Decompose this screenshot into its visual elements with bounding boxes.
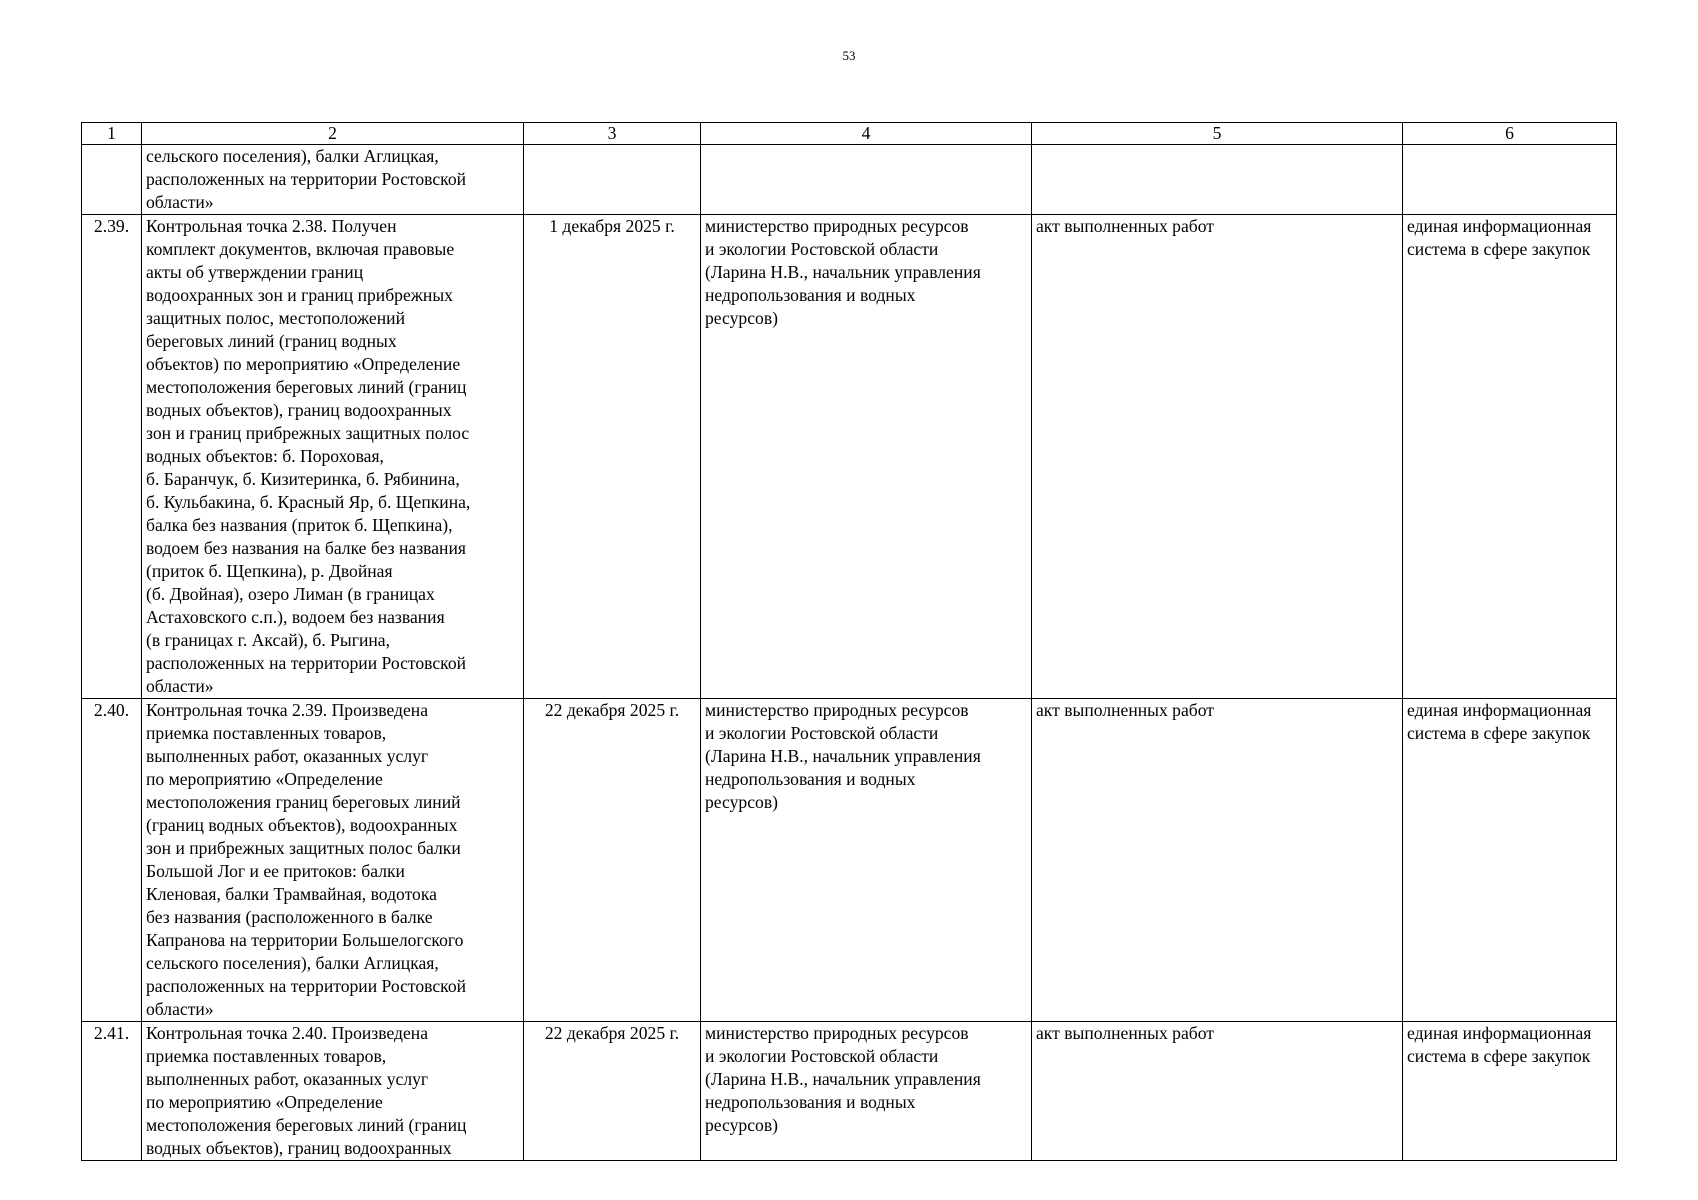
document-cell: [1032, 145, 1403, 215]
system-cell: единая информационная система в сфере закупок: [1403, 699, 1617, 1022]
column-header: 5: [1032, 123, 1403, 145]
table-row: [82, 215, 1617, 699]
description-cell: Контрольная точка 2.40. Произведена приемка поставленных товаров, выполненных работ, оказанных услуг по мероприятию «Определение местоположения береговых линий (границ водных объектов), границ водоохранных: [142, 1022, 524, 1161]
table-row: [82, 1022, 1617, 1161]
system-cell: единая информационная система в сфере закупок: [1403, 1022, 1617, 1161]
table-row: [82, 145, 1617, 215]
description-cell: Контрольная точка 2.38. Получен комплект документов, включая правовые акты об утверждении границ водоохранных зон и границ прибрежных защитных полос, местоположений береговых линий (границ водных объектов) по мероприятию «Определение местоположения береговых линий (границ водных объектов), границ водоохранных зон и границ прибрежных защитных полос водных объектов: б. Пороховая, б. Баранчук, б. Кизитеринка, б. Рябинина, б. Кульбакина, б. Красный Яр, б. Щепкина, балка без названия (приток б. Щепкина), водоем без названия на балке без названия (приток б. Щепкина), р. Двойная (б. Двойная), озеро Лиман (в границах Астаховского с.п.), водоем без названия (в границах г. Аксай), б. Рыгина, расположенных на территории Ростовской области»: [142, 215, 524, 699]
date-cell: 22 декабря 2025 г.: [524, 1022, 701, 1161]
column-header: 6: [1403, 123, 1617, 145]
plan-table: [81, 122, 1617, 1161]
description-cell: Контрольная точка 2.39. Произведена приемка поставленных товаров, выполненных работ, оказанных услуг по мероприятию «Определение местоположения границ береговых линий (границ водных объектов), водоохранных зон и прибрежных защитных полос балки Большой Лог и ее притоков: балки Кленовая, балки Трамвайная, водотока без названия (расположенного в балке Капранова на территории Большелогского сельского поселения), балки Аглицкая, расположенных на территории Ростовской области»: [142, 699, 524, 1022]
table-row: [82, 699, 1617, 1022]
column-header: 3: [524, 123, 701, 145]
row-number-cell: 2.39.: [82, 215, 142, 699]
system-cell: единая информационная система в сфере закупок: [1403, 215, 1617, 699]
row-number-cell: [82, 145, 142, 215]
responsible-cell: министерство природных ресурсов и экологии Ростовской области (Ларина Н.В., начальник управления недропользования и водных ресурсов): [701, 699, 1032, 1022]
document-cell: акт выполненных работ: [1032, 1022, 1403, 1161]
date-cell: 22 декабря 2025 г.: [524, 699, 701, 1022]
system-cell: [1403, 145, 1617, 215]
column-header: 1: [82, 123, 142, 145]
responsible-cell: министерство природных ресурсов и экологии Ростовской области (Ларина Н.В., начальник управления недропользования и водных ресурсов): [701, 215, 1032, 699]
responsible-cell: министерство природных ресурсов и экологии Ростовской области (Ларина Н.В., начальник управления недропользования и водных ресурсов): [701, 1022, 1032, 1161]
column-number-row: [82, 123, 1617, 145]
page-number: 53: [842, 48, 856, 63]
row-number-cell: 2.40.: [82, 699, 142, 1022]
date-cell: 1 декабря 2025 г.: [524, 215, 701, 699]
column-header: 2: [142, 123, 524, 145]
responsible-cell: [701, 145, 1032, 215]
document-cell: акт выполненных работ: [1032, 699, 1403, 1022]
description-cell: сельского поселения), балки Аглицкая, расположенных на территории Ростовской области»: [142, 145, 524, 215]
column-header: 4: [701, 123, 1032, 145]
date-cell: [524, 145, 701, 215]
document-cell: акт выполненных работ: [1032, 215, 1403, 699]
row-number-cell: 2.41.: [82, 1022, 142, 1161]
